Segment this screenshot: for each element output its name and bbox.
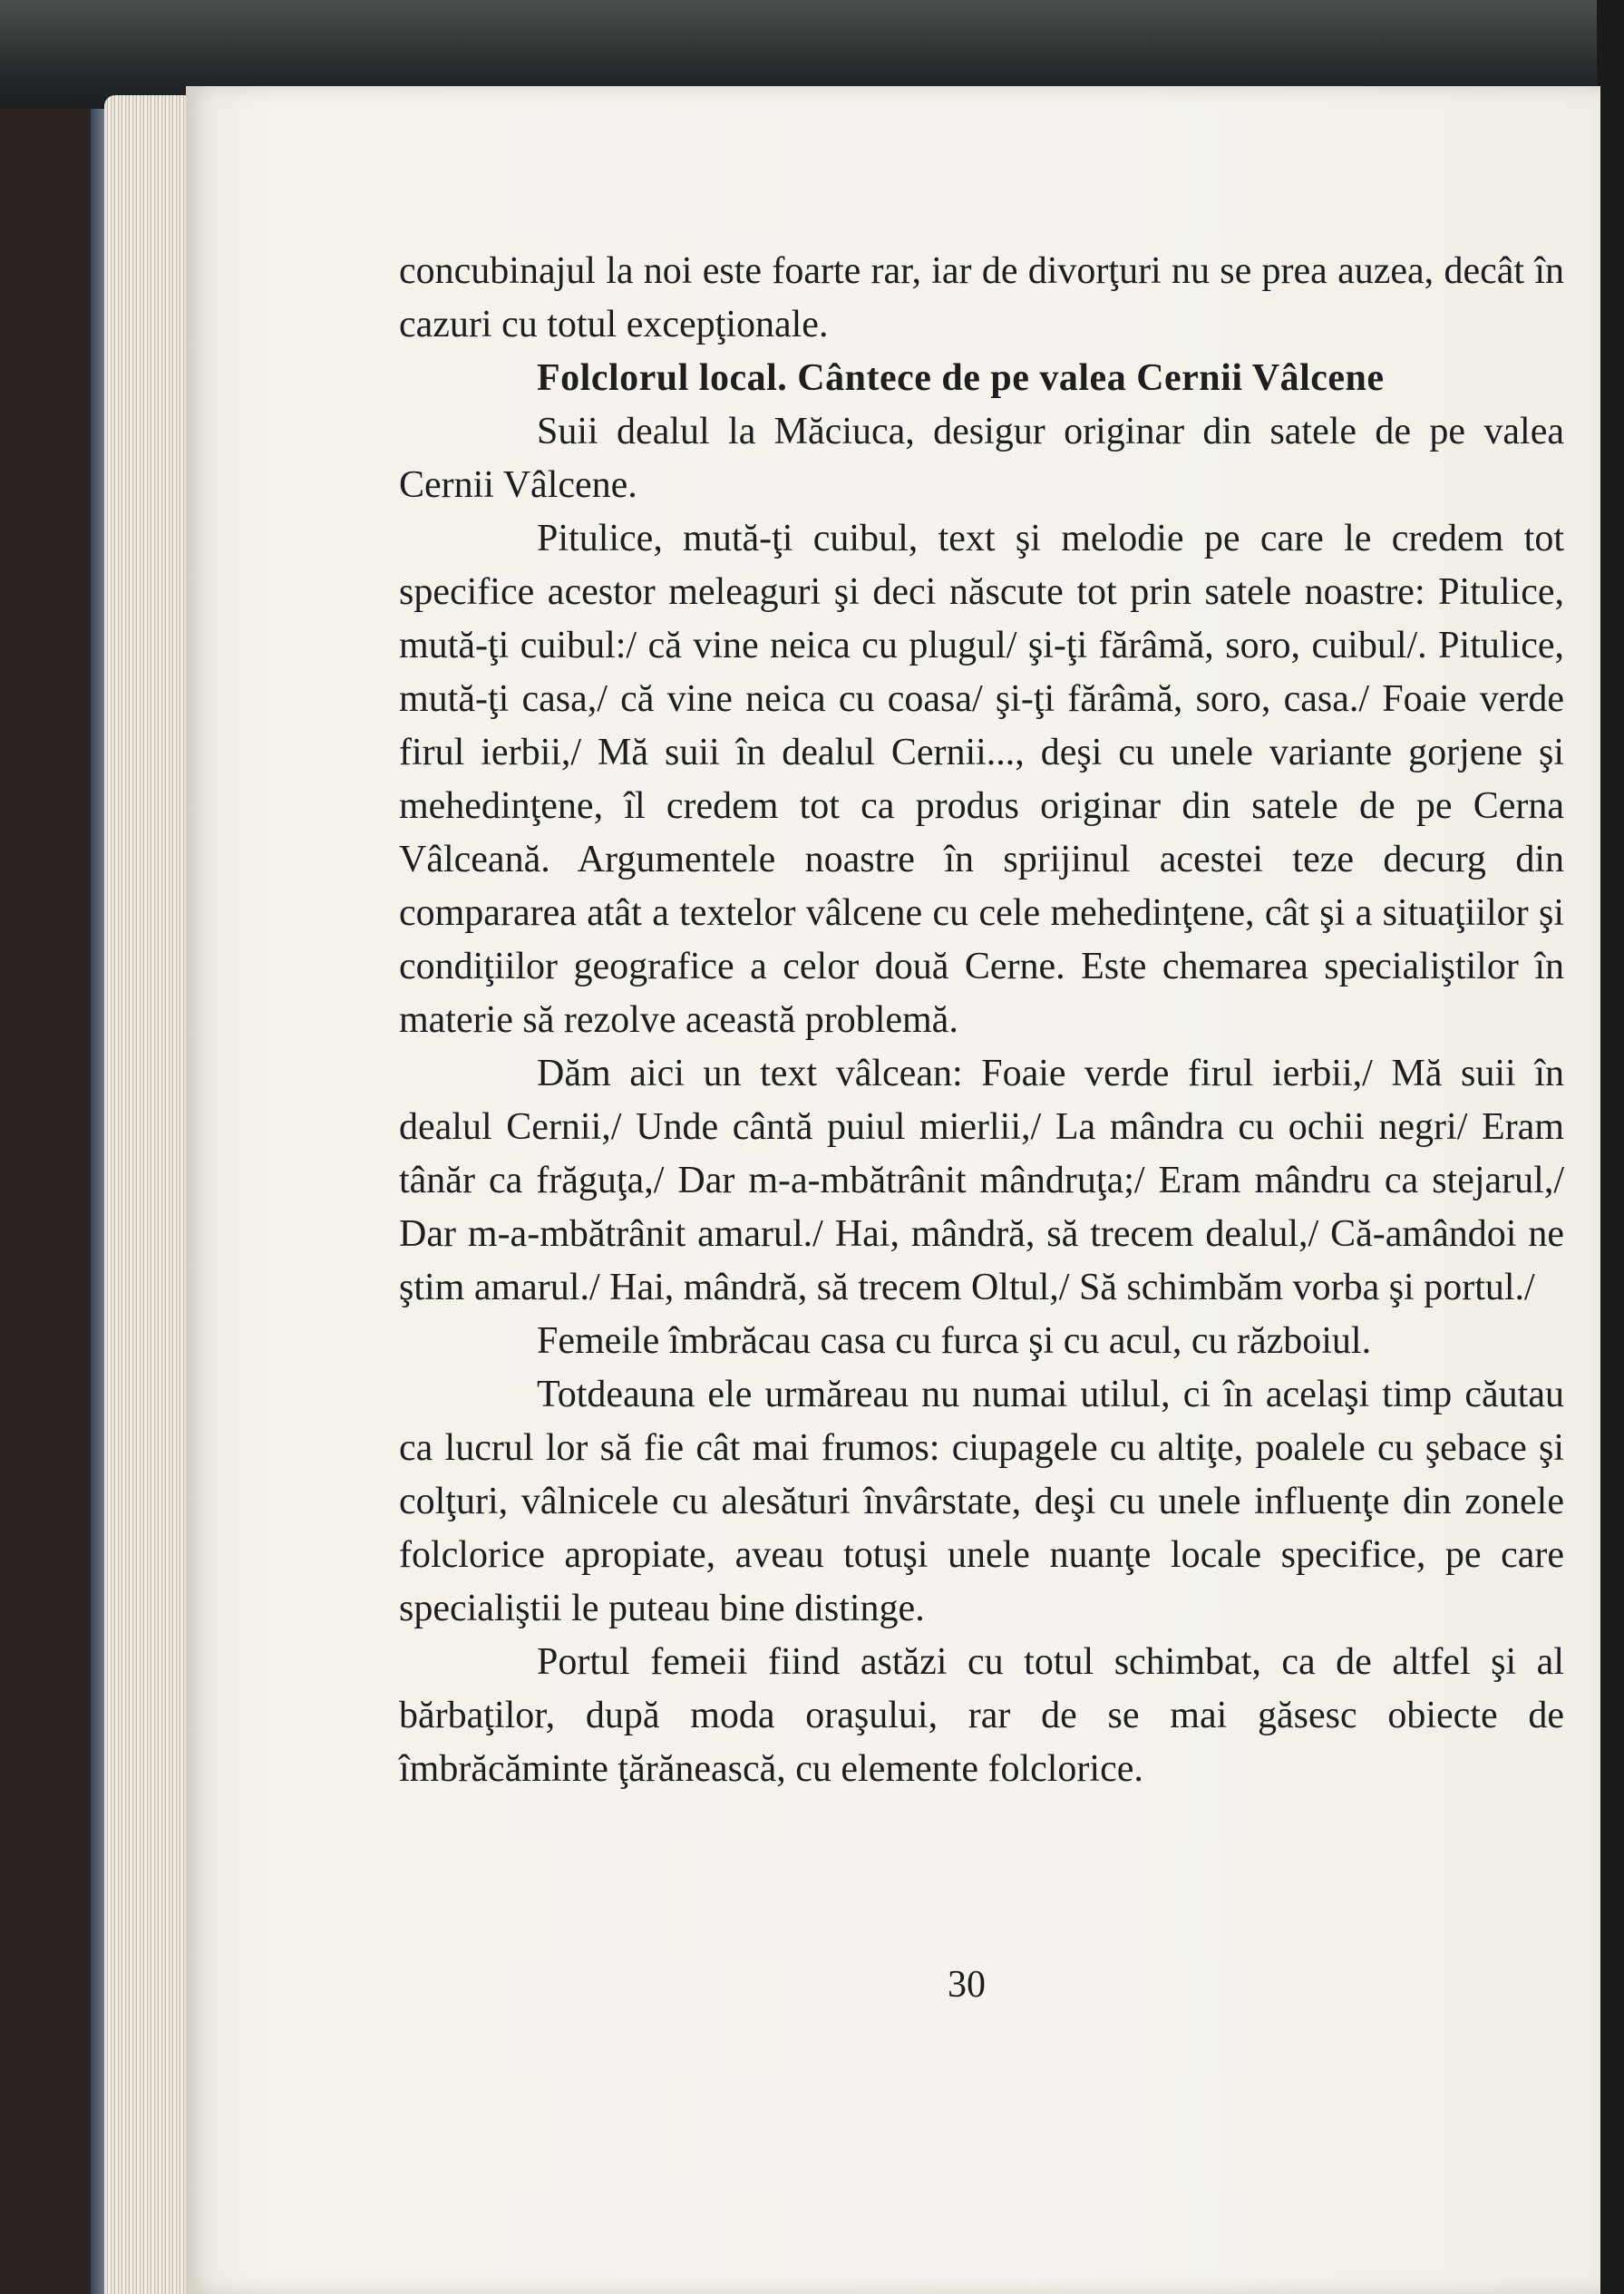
scan-border-right: [1597, 0, 1624, 2294]
page-number: 30: [948, 1964, 986, 2006]
paragraph: Suii dealul la Măciuca, desigur originar din satele de pe valea Cernii Vâlcene.: [399, 411, 1564, 506]
paragraph: Femeile îmbrăcau casa cu furca şi cu acul, cu războiul.: [537, 1320, 1372, 1362]
section-heading: Folclorul local. Cântece de pe valea Cernii Vâlcene: [537, 357, 1385, 399]
paragraph: Totdeauna ele urmăreau nu numai utilul, ci în acelaşi timp căutau ca lucrul lor să fie cât mai frumos: ciupagele cu altiţe, poalele cu şebace şi colţuri, vâlnicele cu alesături învârstate, deşi cu unele influenţe din zonele folclorice apropiate, aveau totuşi unele nuanţe locale specifice, pe care specialiştii le puteau bine distinge.: [399, 1374, 1564, 1629]
book-page: [186, 86, 1600, 2294]
paragraph: Dăm aici un text vâlcean: Foaie verde firul ierbii,/ Mă suii în dealul Cernii,/ Unde cântă puiul mierlii,/ La mândra cu ochii negri/ Eram tânăr ca frăguţa,/ Dar m-a-mbătrânit mândruţa;/ Eram mândru ca stejarul,/ Dar m-a-mbătrânit amarul./ Hai, mândră, să trecem dealul,/ Că-amândoi ne ştim amarul./ Hai, mândră, să trecem Oltul,/ Să schimbăm vorba şi portul./: [399, 1053, 1564, 1308]
body-text: [399, 245, 1564, 1796]
paragraph: Portul femeii fiind astăzi cu totul schimbat, ca de altfel şi al bărbaţilor, după moda oraşului, rar de se mai găsesc obiecte de îmbrăcăminte ţărănească, cu elemente folclorice.: [399, 1641, 1564, 1790]
paragraph-continuation: concubinajul la noi este foarte rar, iar de divorţuri nu se prea auzea, decât în cazuri cu totul excepţionale.: [399, 250, 1564, 345]
paragraph: Pitulice, mută-ţi cuibul, text şi melodie pe care le credem tot specifice acestor meleaguri şi deci născute tot prin satele noastre: Pitulice, mută-ţi cuibul:/ că vine neica cu plugul/ şi-ţi fărâmă, soro, cuibul/. Pitulice, mută-ţi casa,/ că vine neica cu coasa/ şi-ţi fărâmă, soro, casa./ Foaie verde firul ierbii,/ Mă suii în dealul Cernii..., deşi cu unele variante gorjene şi mehedinţene, îl credem tot ca produs originar din satele de pe Cerna Vâlceană. Argumentele noastre în sprijinul acestei teze decurg din compararea atât a textelor vâlcene cu cele mehedinţene, cât şi a situaţiilor şi condiţiilor geografice a celor două Cerne. Este chemarea specialiştilor în materie să rezolve această problemă.: [399, 518, 1564, 1041]
